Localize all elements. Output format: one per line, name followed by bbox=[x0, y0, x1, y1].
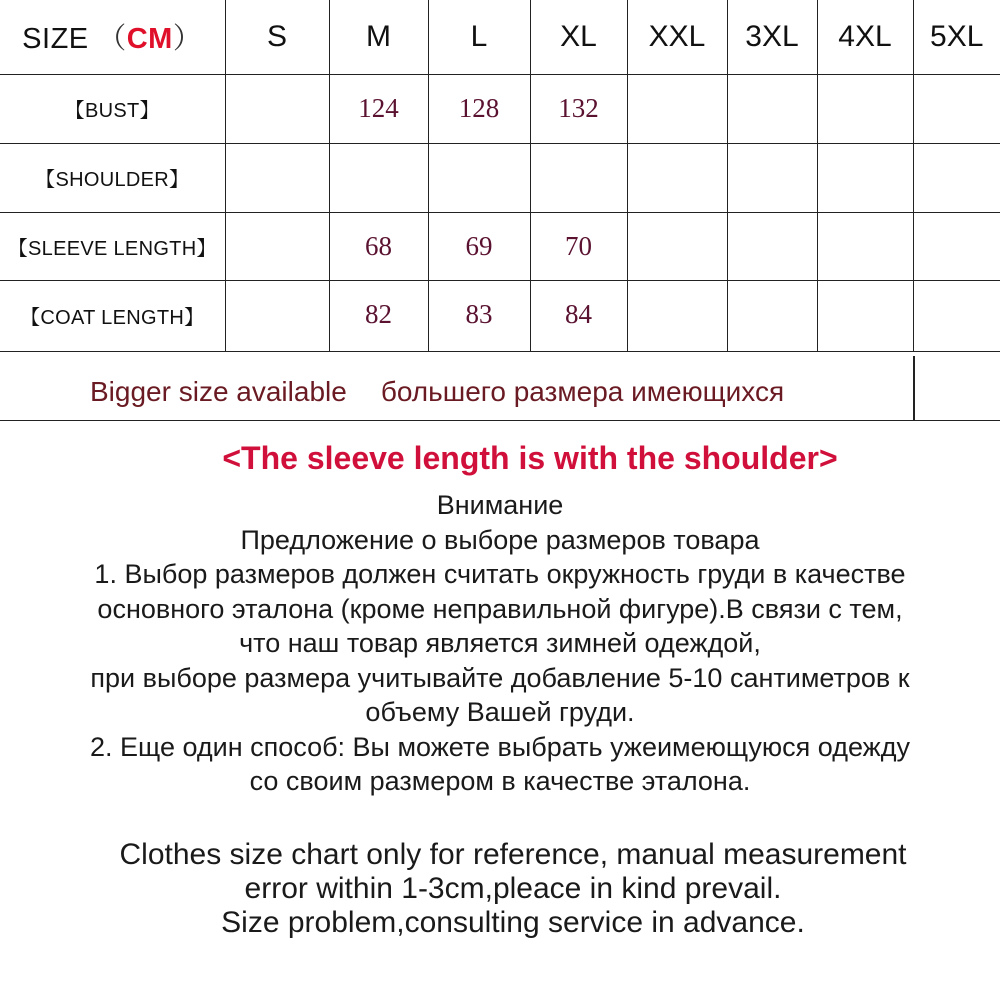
english-disclaimer bbox=[0, 838, 1000, 940]
table-cell: 83 bbox=[428, 280, 530, 351]
table-cell bbox=[727, 280, 817, 351]
table-cell bbox=[627, 74, 727, 143]
size-unit-header bbox=[0, 0, 225, 74]
ru-line: Внимание bbox=[436, 490, 564, 520]
bigger-size-text-ru: большего размера имеющихся bbox=[380, 376, 785, 407]
row-label-sleeve-length: 【SLEEVE LENGTH】 bbox=[0, 212, 225, 280]
bigger-size-text-en: Bigger size available bbox=[90, 376, 347, 407]
ru-line: 2. Еще один способ: Вы можете выбрать ужеимеющуюся одежду bbox=[90, 731, 910, 762]
ru-line: что наш товар является зимней одеждой, bbox=[239, 628, 761, 658]
table-cell bbox=[817, 212, 913, 280]
en-line: error within 1-3cm,pleace in kind prevail. bbox=[244, 872, 782, 905]
column-header-4xl: 4XL bbox=[817, 0, 913, 74]
table-cell: 70 bbox=[530, 212, 627, 280]
table-cell bbox=[225, 143, 329, 212]
table-cell bbox=[530, 143, 627, 212]
column-header-5xl: 5XL bbox=[913, 0, 1000, 74]
bigger-size-note bbox=[90, 376, 784, 408]
size-chart-table bbox=[0, 0, 1000, 352]
ru-line: со своим размером в качестве эталона. bbox=[249, 766, 751, 796]
column-header-s: S bbox=[225, 0, 329, 74]
row-divider bbox=[913, 356, 915, 420]
table-cell bbox=[225, 74, 329, 143]
table-cell bbox=[913, 280, 1000, 351]
russian-instructions bbox=[0, 488, 1000, 799]
table-cell: 124 bbox=[329, 74, 428, 143]
table-cell: 132 bbox=[530, 74, 627, 143]
table-cell: 68 bbox=[329, 212, 428, 280]
table-cell bbox=[913, 74, 1000, 143]
ru-line: Предложение о выборе размеров товара bbox=[240, 524, 760, 555]
sleeve-length-note: <The sleeve length is with the shoulder> bbox=[222, 440, 838, 476]
en-line: Clothes size chart only for reference, manual measurement bbox=[119, 838, 907, 871]
table-cell bbox=[329, 143, 428, 212]
table-cell: 69 bbox=[428, 212, 530, 280]
table-cell bbox=[913, 143, 1000, 212]
table-cell: 128 bbox=[428, 74, 530, 143]
row-label-coat-length: 【COAT LENGTH】 bbox=[0, 280, 225, 351]
table-cell bbox=[727, 212, 817, 280]
unit-open-paren: （ bbox=[97, 23, 127, 56]
table-cell bbox=[627, 280, 727, 351]
size-label: SIZE bbox=[22, 23, 98, 56]
table-row-coat-length bbox=[0, 280, 1000, 351]
table-cell bbox=[225, 280, 329, 351]
table-cell bbox=[627, 212, 727, 280]
column-header-xxl: XXL bbox=[627, 0, 727, 74]
unit-label: CM bbox=[126, 23, 173, 56]
table-row-shoulder bbox=[0, 143, 1000, 212]
ru-line: основного эталона (кроме неправильной фигуре).В связи с тем, bbox=[97, 593, 903, 624]
column-header-l: L bbox=[428, 0, 530, 74]
table-cell bbox=[428, 143, 530, 212]
ru-line: объему Вашей груди. bbox=[365, 697, 635, 727]
en-line: Size problem,consulting service in advance. bbox=[221, 906, 805, 939]
row-label-shoulder: 【SHOULDER】 bbox=[0, 143, 225, 212]
ru-line: при выборе размера учитывайте добавление 5-10 сантиметров к bbox=[90, 662, 910, 693]
unit-close-paren: ） bbox=[172, 23, 203, 56]
table-cell: 84 bbox=[530, 280, 627, 351]
ru-line: 1. Выбор размеров должен считать окружность груди в качестве bbox=[94, 559, 906, 589]
table-header-row bbox=[0, 0, 1000, 74]
table-row-sleeve-length bbox=[0, 212, 1000, 280]
table-cell bbox=[225, 212, 329, 280]
column-header-xl: XL bbox=[530, 0, 627, 74]
column-header-m: M bbox=[329, 0, 428, 74]
row-label-bust: 【BUST】 bbox=[0, 74, 225, 143]
table-cell bbox=[727, 143, 817, 212]
table-cell bbox=[627, 143, 727, 212]
table-cell bbox=[727, 74, 817, 143]
table-cell: 82 bbox=[329, 280, 428, 351]
table-cell bbox=[817, 280, 913, 351]
table-cell bbox=[913, 212, 1000, 280]
table-cell bbox=[817, 143, 913, 212]
table-cell bbox=[817, 74, 913, 143]
table-row-bust bbox=[0, 74, 1000, 143]
column-header-3xl: 3XL bbox=[727, 0, 817, 74]
